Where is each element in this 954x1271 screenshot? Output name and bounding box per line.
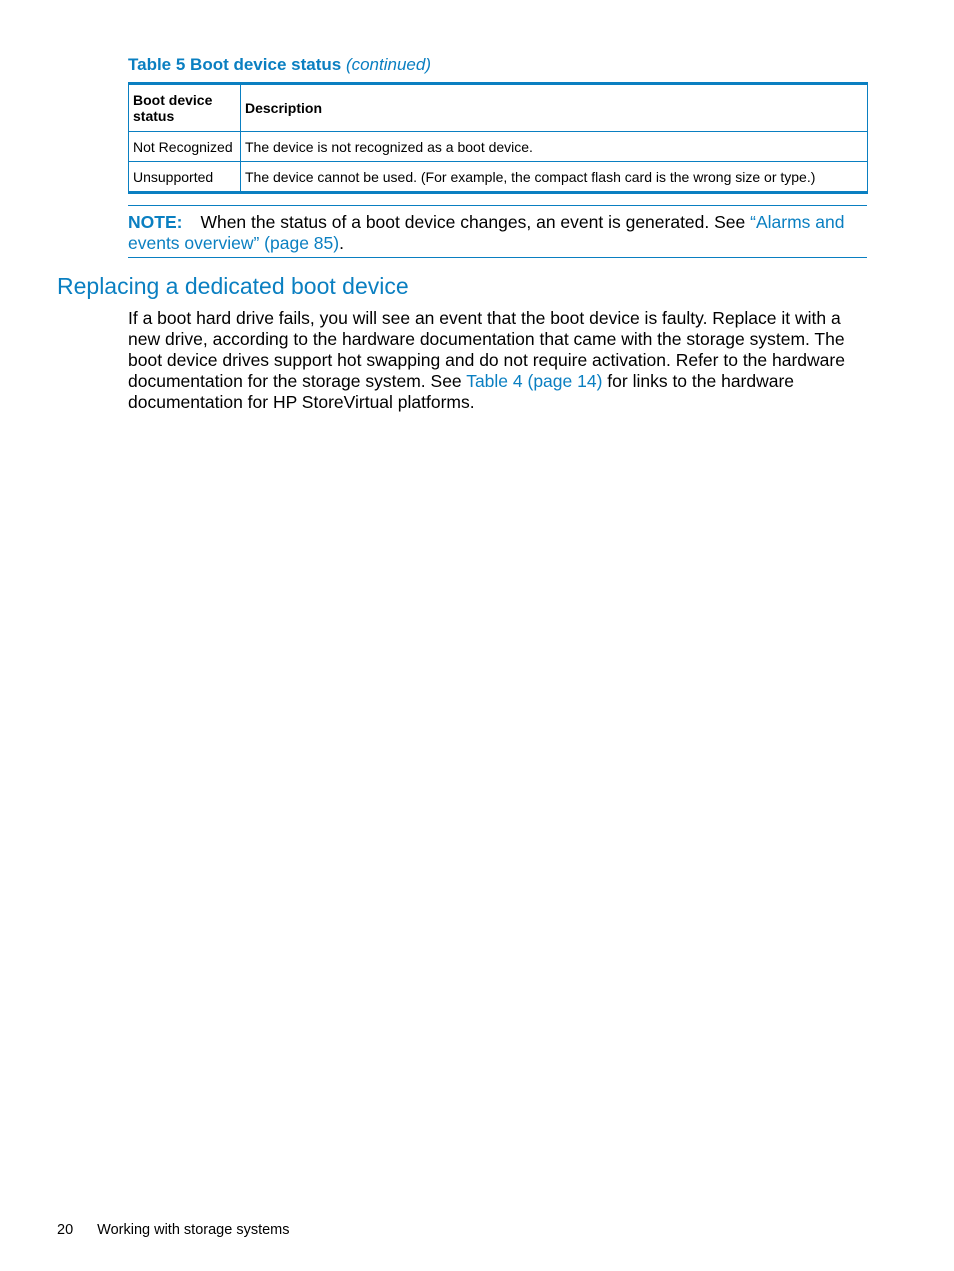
table-row xyxy=(129,132,868,162)
section-paragraph xyxy=(128,308,870,413)
table-caption xyxy=(128,55,431,75)
description-cell: The device is not recognized as a boot device. xyxy=(241,132,868,162)
alarms-events-link[interactable]: “Alarms and events overview” (page 85) xyxy=(128,212,845,253)
section-heading: Replacing a dedicated boot device xyxy=(57,273,409,299)
chapter-title: Working with storage systems xyxy=(97,1222,290,1238)
page-footer xyxy=(57,1222,290,1238)
paragraph-text-end: for links to the hardware documentation for HP StoreVirtual platforms. xyxy=(128,371,795,412)
status-cell: Unsupported xyxy=(129,162,241,193)
page-number: 20 xyxy=(57,1222,74,1238)
note-text: When the status of a boot device changes, an event is generated. See xyxy=(200,212,751,232)
column-header-status: Boot device status xyxy=(129,84,241,132)
boot-device-status-table xyxy=(128,82,868,194)
note-box xyxy=(128,205,867,258)
table-caption-title: Table 5 Boot device status xyxy=(128,55,342,74)
table-row xyxy=(129,162,868,193)
note-end: . xyxy=(339,233,344,253)
status-cell: Not Recognized xyxy=(129,132,241,162)
note-label: NOTE: xyxy=(128,212,183,232)
table-caption-continued: (continued) xyxy=(345,55,431,74)
table-4-link[interactable]: Table 4 (page 14) xyxy=(466,371,603,391)
description-cell: The device cannot be used. (For example, the compact flash card is the wrong size or type.) xyxy=(241,162,868,193)
column-header-description: Description xyxy=(241,84,868,132)
paragraph-text: If a boot hard drive fails, you will see an event that the boot device is faulty. Replace it with a new drive, according to the hardware documentation that came with the storage system. The boot device drives support hot swapping and do not require activation. Refer to the hardware documentation for the storage system. See xyxy=(128,308,845,391)
table-header-row xyxy=(129,84,868,132)
